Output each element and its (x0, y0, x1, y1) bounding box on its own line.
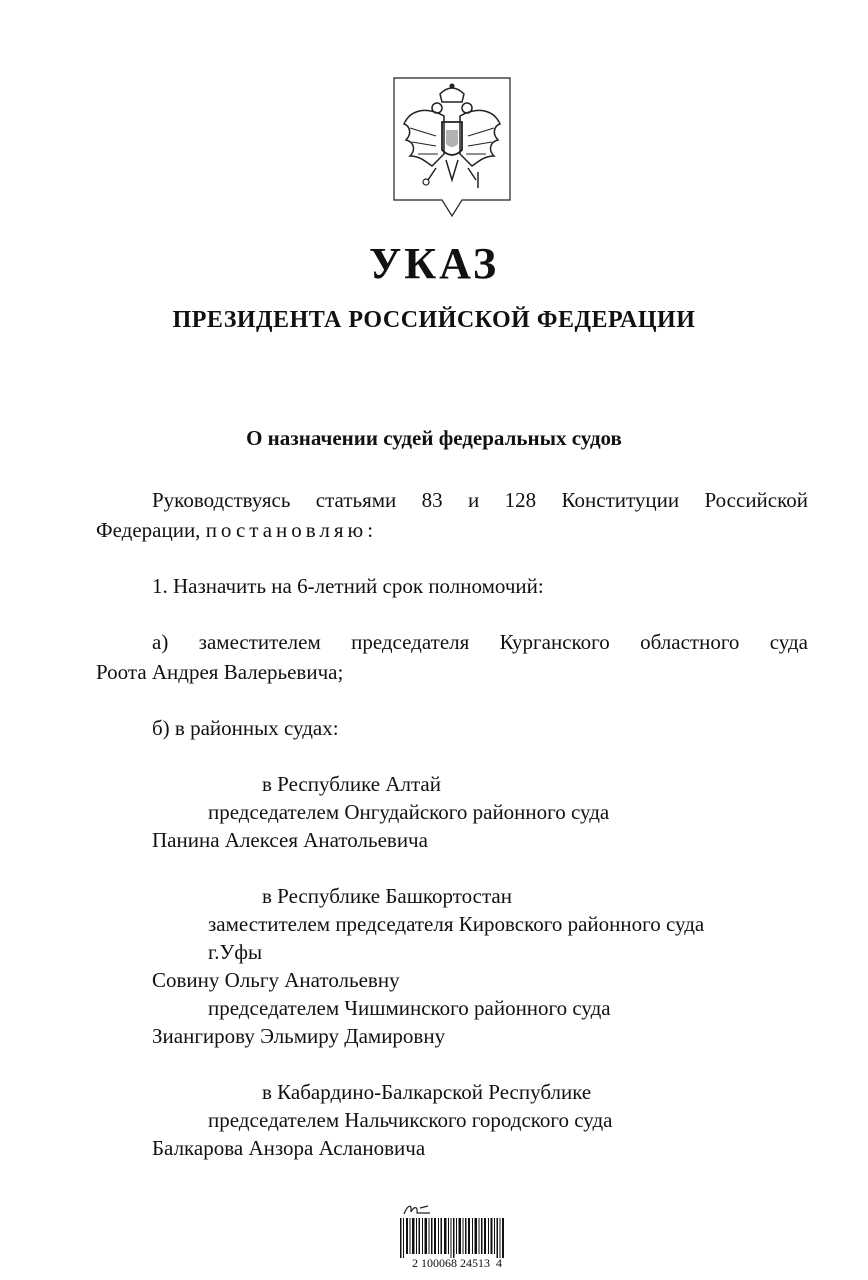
item-a-line-2: Роота Андрея Валерьевича; (96, 660, 344, 684)
region-bashkortostan: в Республике Башкортостан (262, 884, 512, 908)
item-a-line-1: а) заместителем председателя Курганского областного суда (152, 630, 808, 654)
decree-title: УКАЗ (368, 239, 500, 288)
region-kbr: в Кабардино-Балкарской Республике (262, 1080, 592, 1104)
person-bashkortostan-1: Совину Ольгу Анатольевну (152, 968, 400, 992)
barcode-icon (400, 1218, 504, 1258)
person-altai: Панина Алексея Анатольевича (152, 828, 428, 852)
signature-icon (402, 1202, 432, 1218)
position-kbr: председателем Нальчикского городского суда (208, 1108, 613, 1132)
position-bashkortostan-1-city: г.Уфы (208, 940, 263, 964)
preamble-line-2 (96, 516, 373, 544)
item-1: 1. Назначить на 6-летний срок полномочий: (152, 574, 544, 598)
position-bashkortostan-2: председателем Чишминского районного суда (208, 996, 611, 1020)
position-altai: председателем Онгудайского районного суда (208, 800, 610, 824)
barcode-block (392, 1200, 522, 1274)
preamble-line-2-start: Федерации, (96, 518, 201, 542)
item-b: б) в районных судах: (152, 716, 339, 740)
person-bashkortostan-2: Зиангирову Эльмиру Дамировну (152, 1024, 446, 1048)
coat-of-arms-icon (392, 76, 512, 218)
person-kbr: Балкарова Анзора Аслановича (152, 1136, 426, 1160)
preamble-line-1: Руководствуясь статьями 83 и 128 Конституции Российской (152, 488, 808, 512)
decree-subtitle: ПРЕЗИДЕНТА РОССИЙСКОЙ ФЕДЕРАЦИИ (172, 307, 696, 333)
position-bashkortostan-1: заместителем председателя Кировского районного суда (208, 912, 705, 936)
decree-heading: О назначении судей федеральных судов (246, 426, 622, 450)
resolution-word: постановляю (205, 518, 368, 542)
preamble-line-2-end: : (367, 518, 374, 542)
barcode-number: 2 100068 24513 4 (412, 1256, 502, 1270)
region-altai: в Республике Алтай (262, 772, 441, 796)
